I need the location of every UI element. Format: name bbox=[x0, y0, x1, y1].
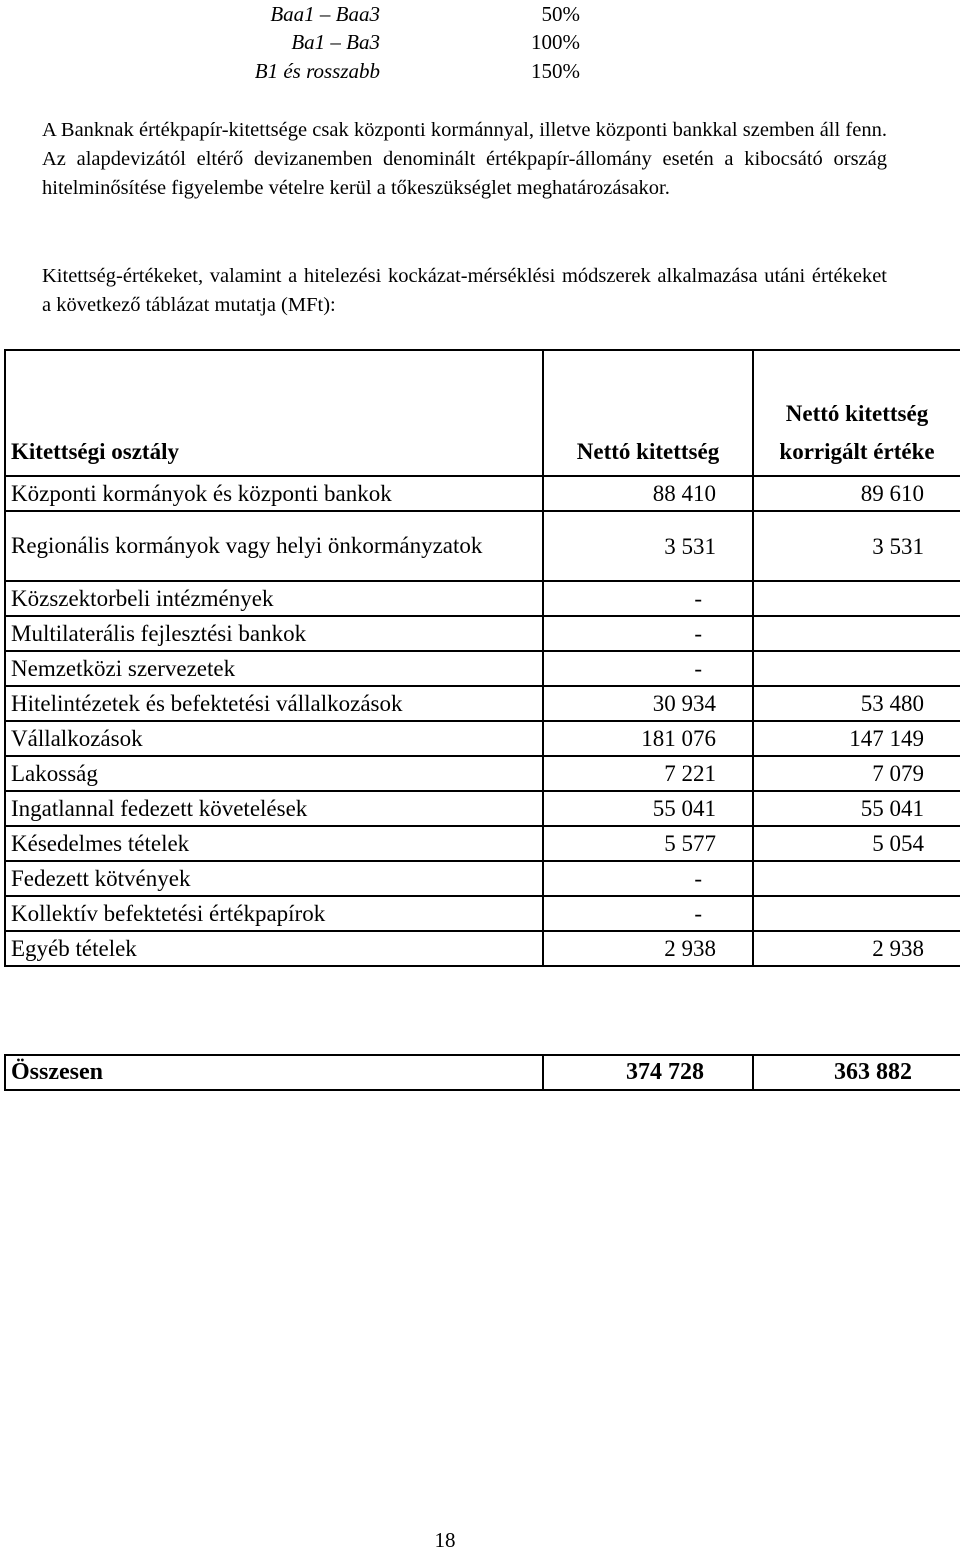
row-category: Nemzetközi szervezetek bbox=[5, 651, 543, 686]
row-net: - bbox=[543, 651, 753, 686]
row-category: Ingatlannal fedezett követelések bbox=[5, 791, 543, 826]
table-row bbox=[5, 931, 960, 966]
row-net: - bbox=[543, 616, 753, 651]
row-adjusted: 5 054 bbox=[753, 826, 960, 861]
total-adjusted: 363 882 bbox=[753, 1055, 960, 1090]
row-category: Fedezett kötvények bbox=[5, 861, 543, 896]
row-category: Hitelintézetek és befektetési vállalkozások bbox=[5, 686, 543, 721]
rating-label: Ba1 – Ba3 bbox=[291, 30, 380, 54]
row-category: Késedelmes tételek bbox=[5, 826, 543, 861]
row-adjusted bbox=[753, 861, 960, 896]
row-adjusted bbox=[753, 651, 960, 686]
risk-weight-row bbox=[0, 0, 960, 28]
rating-label: B1 és rosszabb bbox=[254, 59, 380, 83]
row-adjusted bbox=[753, 581, 960, 616]
table-row bbox=[5, 476, 960, 511]
table-row bbox=[5, 651, 960, 686]
rating-label: Baa1 – Baa3 bbox=[270, 2, 380, 26]
row-net: - bbox=[543, 896, 753, 931]
table-row bbox=[5, 791, 960, 826]
row-category: Vállalkozások bbox=[5, 721, 543, 756]
table-header-row bbox=[5, 350, 960, 476]
row-net: 7 221 bbox=[543, 756, 753, 791]
row-net: 5 577 bbox=[543, 826, 753, 861]
total-net: 374 728 bbox=[543, 1055, 753, 1090]
row-net: 30 934 bbox=[543, 686, 753, 721]
table-row bbox=[5, 581, 960, 616]
risk-weight-row bbox=[0, 57, 960, 85]
rating-weight: 50% bbox=[541, 2, 580, 26]
securities-exposure-paragraph: A Banknak értékpapír-kitettsége csak központi kormánnyal, illetve központi bankkal szemben áll fenn. Az alapdevizától eltérő devizanemben denominált értékpapír-állomány esetén a kibocsátó ország hitelminősítése figyelembe vételre kerül a tőkeszükséglet meghatározásakor. bbox=[42, 119, 887, 199]
table-intro-paragraph: Kitettség-értékeket, valamint a hitelezési kockázat-mérséklési módszerek alkalmazása utáni értékeket a következő táblázat mutatja (MFt): bbox=[42, 265, 887, 316]
table-row bbox=[5, 756, 960, 791]
row-category: Egyéb tételek bbox=[5, 931, 543, 966]
table-row bbox=[5, 686, 960, 721]
total-table bbox=[4, 1054, 960, 1091]
row-adjusted bbox=[753, 896, 960, 931]
table-row bbox=[5, 721, 960, 756]
row-adjusted: 55 041 bbox=[753, 791, 960, 826]
total-row bbox=[5, 1055, 960, 1090]
page-number: 18 bbox=[434, 1528, 456, 1552]
row-adjusted: 7 079 bbox=[753, 756, 960, 791]
row-category: Regionális kormányok vagy helyi önkormányzatok bbox=[5, 511, 543, 581]
row-adjusted bbox=[753, 616, 960, 651]
row-adjusted: 147 149 bbox=[753, 721, 960, 756]
rating-weight: 150% bbox=[531, 59, 580, 83]
row-adjusted: 3 531 bbox=[753, 511, 960, 581]
row-category: Közszektorbeli intézmények bbox=[5, 581, 543, 616]
header-adjusted-exposure: Nettó kitettség korrigált értéke bbox=[753, 350, 960, 476]
row-category: Lakosság bbox=[5, 756, 543, 791]
row-adjusted: 53 480 bbox=[753, 686, 960, 721]
risk-weight-row bbox=[0, 28, 960, 56]
total-label: Összesen bbox=[5, 1055, 543, 1090]
exposure-table bbox=[4, 349, 960, 967]
row-category: Kollektív befektetési értékpapírok bbox=[5, 896, 543, 931]
header-net-exposure: Nettó kitettség bbox=[543, 350, 753, 476]
table-row bbox=[5, 896, 960, 931]
table-row bbox=[5, 861, 960, 896]
table-row bbox=[5, 616, 960, 651]
row-category: Multilaterális fejlesztési bankok bbox=[5, 616, 543, 651]
row-net: 55 041 bbox=[543, 791, 753, 826]
row-category: Központi kormányok és központi bankok bbox=[5, 476, 543, 511]
table-row bbox=[5, 511, 960, 581]
row-adjusted: 2 938 bbox=[753, 931, 960, 966]
row-adjusted: 89 610 bbox=[753, 476, 960, 511]
rating-weight: 100% bbox=[531, 30, 580, 54]
row-net: 88 410 bbox=[543, 476, 753, 511]
row-net: - bbox=[543, 581, 753, 616]
row-net: - bbox=[543, 861, 753, 896]
table-row bbox=[5, 826, 960, 861]
row-net: 181 076 bbox=[543, 721, 753, 756]
row-net: 2 938 bbox=[543, 931, 753, 966]
row-net: 3 531 bbox=[543, 511, 753, 581]
header-category: Kitettségi osztály bbox=[5, 350, 543, 476]
